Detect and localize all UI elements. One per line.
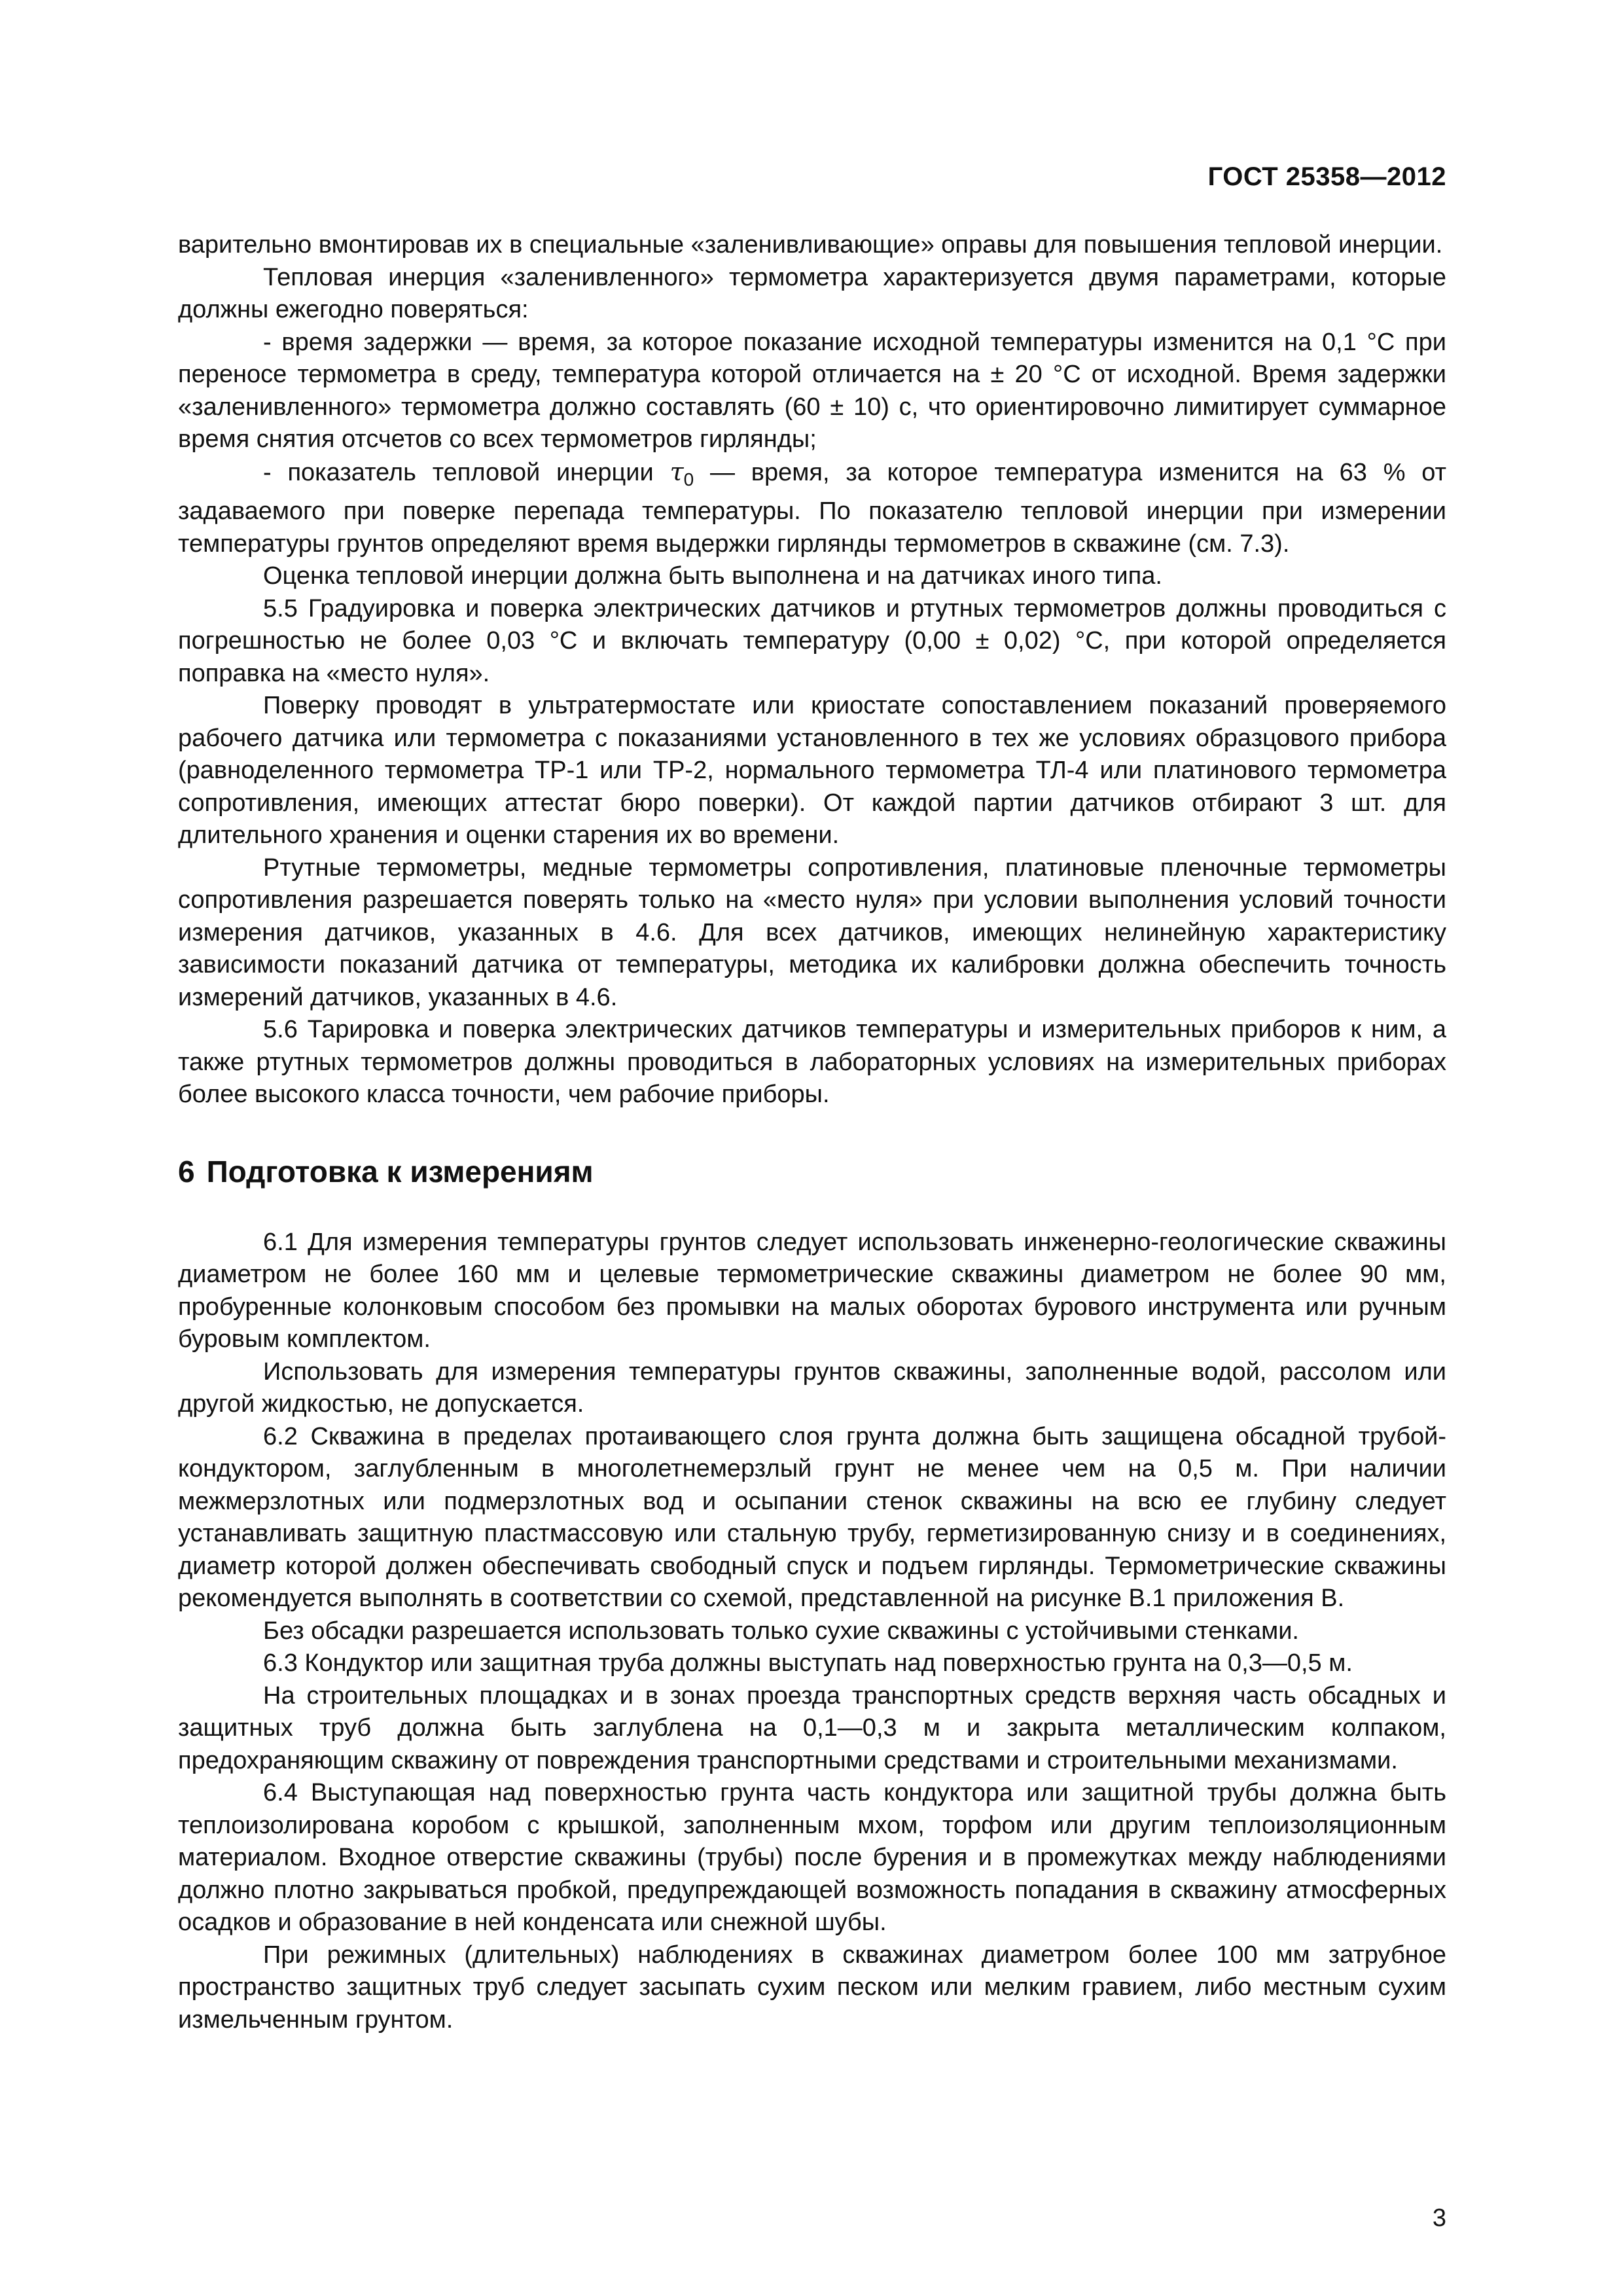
- paragraph-long-observations: При режимных (длительных) наблюдениях в скважинах диаметром более 100 мм затрубное пространство защитных труб следует засыпать сухим песком или мелким гравием, либо местным сухим измельченным грунтом.: [178, 1941, 1446, 2034]
- document-body: [178, 229, 1446, 2036]
- inertia-text-before: - показатель тепловой инерции: [263, 458, 670, 486]
- page-number: 3: [1432, 2204, 1446, 2232]
- paragraph-no-liquid: Использовать для измерения температуры грунтов скважины, заполненные водой, рассолом или другой жидкостью, не допускается.: [178, 1357, 1446, 1418]
- tau-symbol: τ: [669, 457, 684, 486]
- section-title: Подготовка к измерениям: [206, 1154, 594, 1189]
- paragraph-5-6: 5.6 Тарировка и поверка электрических датчиков температуры и измерительных приборов к ним, а также ртутных термометров должны проводиться в лабораторных условиях на измерительных приборах более высокого класса точности, чем рабочие приборы.: [178, 1016, 1446, 1108]
- document-number-header: ГОСТ 25358—2012: [1207, 162, 1446, 191]
- paragraph-mercury-thermometers: Ртутные термометры, медные термометры сопротивления, платиновые пленочные термометры сопротивления разрешается поверять только на «место нуля» при условии выполнения условий точности измерения датчиков, указанных в 4.6. Для всех датчиков, имеющих нелинейную характеристику зависимости показаний датчика от температуры, методика их калибровки должна обеспечить точность измерений датчиков, указанных в 4.6.: [178, 853, 1446, 1011]
- paragraph-no-casing: Без обсадки разрешается использовать только сухие скважины с устойчивыми стенками.: [263, 1617, 1299, 1645]
- paragraph-construction-sites: На строительных площадках и в зонах проезда транспортных средств верхняя часть обсадных и защитных труб должна быть заглублена на 0,1—0,3 м и закрыта металлическим колпаком, предохраняющим скважину от повреждения транспортными средствами и строительными механизмами.: [178, 1681, 1446, 1774]
- paragraph-delay-time: - время задержки — время, за которое показание исходной температуры изменится на 0,1 °С при переносе термометра в среду, температура которой отличается на ± 20 °С от исходной. Время задержки «заленивленного» термометра должно составлять (60 ± 10) с, что ориентировочно лимитирует суммарное время снятия отсчетов со всех термометров гирлянды;: [178, 328, 1446, 453]
- paragraph-6-3: 6.3 Кондуктор или защитная труба должны выступать над поверхностью грунта на 0,3—0,5 м.: [263, 1649, 1353, 1677]
- paragraph-continuation: варительно вмонтировав их в специальные «заленивливающие» оправы для повышения тепловой инерции.: [178, 231, 1443, 259]
- section-number: 6: [178, 1154, 195, 1189]
- paragraph-5-5: 5.5 Градуировка и поверка электрических датчиков и ртутных термометров должны проводиться с погрешностью не более 0,03 °С и включать температуру (0,00 ± 0,02) °С, при которой определяется поправка на «место нуля».: [178, 594, 1446, 687]
- paragraph-6-4: 6.4 Выступающая над поверхностью грунта часть кондуктора или защитной трубы должна быть теплоизолирована коробом с крышкой, заполненным мхом, торфом или другим теплоизоляционным материалом. Входное отверстие скважины (трубы) после бурения и в промежутках между наблюдениями должно плотно закрываться пробкой, предупреждающей возможность попадания в скважину атмосферных осадков и образование в ней конденсата или снежной шубы.: [178, 1779, 1446, 1936]
- paragraph-inertia-index: [178, 456, 1446, 561]
- paragraph-6-1: 6.1 Для измерения температуры грунтов следует использовать инженерно-геологические скважины диаметром не более 160 мм и целевые термометрические скважины диаметром не более 90 мм, пробуренные колонковым способом без промывки на малых оборотах бурового инструмента или ручным буровым комплектом.: [178, 1228, 1446, 1353]
- section-heading: [178, 1152, 1446, 1191]
- inertia-text-after: — время, за которое температура изменится на 63 % от задаваемого при поверке перепада температуры. По показателю тепловой инерции при измерении температуры грунтов определяют время выдержки гирлянды термометров в скважине (см. 7.3).: [178, 458, 1446, 558]
- paragraph-verification: Поверку проводят в ультратермостате или криостате сопоставлением показаний проверяемого рабочего датчика или термометра с показаниями установленного в тех же условиях образцового прибора (равноделенного термометра ТР-1 или ТР-2, нормального термометра ТЛ-4 или платинового термометра сопротивления, имеющих аттестат бюро поверки). От каждой партии датчиков отбирают 3 шт. для длительного хранения и оценки старения их во времени.: [178, 692, 1446, 849]
- paragraph-6-2: 6.2 Скважина в пределах протаивающего слоя грунта должна быть защищена обсадной трубой-кондуктором, заглубленным в многолетнемерзлый грунт не менее чем на 0,5 м. При наличии межмерзлотных или подмерзлотных вод и осыпании стенок скважины на всю ее глубину следует устанавливать защитную пластмассовую или стальную трубу, герметизированную снизу и в соединениях, диаметр которой должен обеспечивать свободный спуск и подъем гирлянды. Термометрические скважины рекомендуется выполнять в соответствии со схемой, представленной на рисунке В.1 приложения В.: [178, 1422, 1446, 1612]
- paragraph-thermal-inertia: Тепловая инерция «заленивленного» термометра характеризуется двумя параметрами, которые должны ежегодно поверяться:: [178, 263, 1446, 323]
- paragraph-other-sensors: Оценка тепловой инерции должна быть выполнена и на датчиках иного типа.: [263, 562, 1162, 590]
- tau-subscript: 0: [683, 469, 694, 490]
